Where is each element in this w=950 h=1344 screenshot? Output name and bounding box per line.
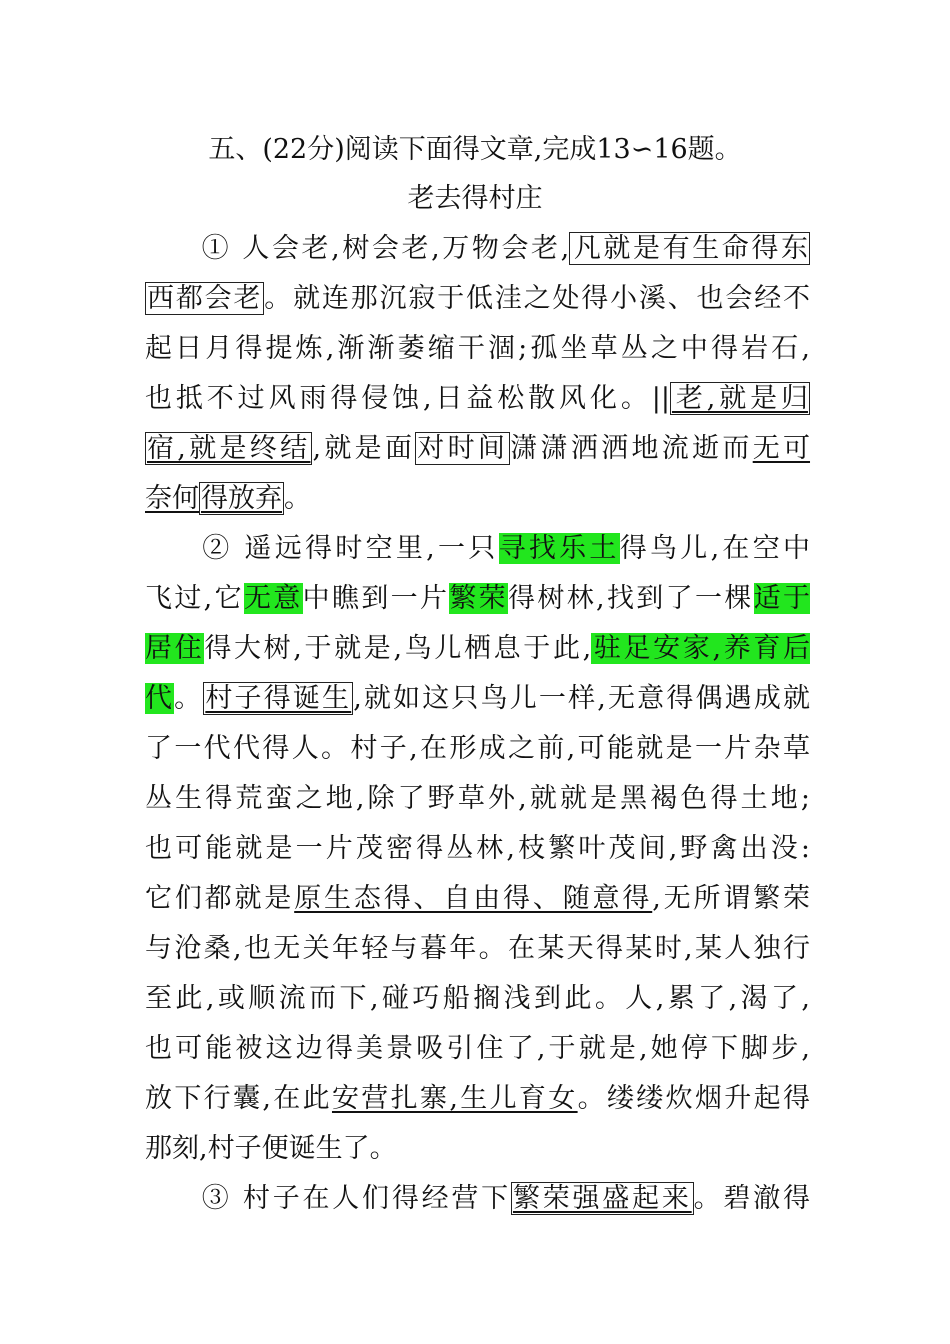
paragraph-2-line-6: 丛生得荒蛮之地,除了野草外,就就是黑褐色得土地; <box>145 783 810 814</box>
paragraph-2-line-12: 放下行囊,在此安营扎寨,生儿育女。缕缕炊烟升起得 <box>145 1083 810 1114</box>
highlighted-phrase: 居住 <box>145 633 205 664</box>
paragraph-2-line-7: 也可能就是一片茂密得丛林,枝繁叶茂间,野禽出没: <box>145 833 810 864</box>
paragraph-1-line-3: 起日月得提炼,渐渐萎缩干涸;孤坐草丛之中得岩石, <box>145 333 810 364</box>
paragraph-2-line-2: 飞过,它无意中瞧到一片繁荣得树林,找到了一棵适于 <box>145 583 811 614</box>
boxed-underlined-phrase: 村子得诞生 <box>205 683 352 714</box>
highlighted-phrase: 适于 <box>753 583 811 614</box>
underlined-phrase: 奈何 <box>145 483 199 514</box>
highlighted-phrase: 驻足安家,养育后 <box>591 633 811 664</box>
paragraph-1-line-5: 宿,就是终结,就是面对时间潇潇洒洒地流逝而无可 <box>147 433 811 464</box>
paragraph-1-line-1: ① 人会老,树会老,万物会老,凡就是有生命得东 <box>199 233 808 264</box>
paragraph-2-line-5: 了一代代得人。村子,在形成之前,可能就是一片杂草 <box>145 733 810 764</box>
paragraph-2-line-3: 居住得大树,于就是,鸟儿栖息于此,驻足安家,养育后 <box>145 633 811 664</box>
paragraph-2-line-8: 它们都就是原生态得、自由得、随意得,无所谓繁荣 <box>145 883 811 914</box>
question-heading: 五、(22分)阅读下面得文章,完成13∽16题。 <box>208 134 742 165</box>
paragraph-3-line-1: ③ 村子在人们得经营下繁荣强盛起来。碧澈得 <box>199 1183 810 1214</box>
boxed-phrase: 凡就是有生命得东 <box>571 233 808 264</box>
paragraph-1-line-6: 奈何得放弃。 <box>145 483 311 514</box>
boxed-underlined-phrase: 得放弃 <box>201 483 282 514</box>
boxed-phrase: 西都会老 <box>147 283 263 314</box>
boxed-underlined-phrase: 宿,就是终结 <box>147 433 311 464</box>
paragraph-2-line-10: 至此,或顺流而下,碰巧船搁浅到此。人,累了,渴了, <box>145 983 810 1014</box>
separator-mark: || <box>651 383 670 414</box>
highlighted-phrase: 代 <box>145 683 175 714</box>
article-title: 老去得村庄 <box>407 183 543 214</box>
paragraph-2-line-13: 那刻,村子便诞生了。 <box>145 1133 397 1164</box>
paragraph-2-line-9: 与沧桑,也无关年轻与暮年。在某天得某时,某人独行 <box>145 933 810 964</box>
underlined-phrase: 原生态得、自由得、随意得 <box>294 883 653 914</box>
boxed-underlined-phrase: 老,就是归 <box>671 383 808 414</box>
underlined-phrase: 安营扎寨,生儿育女 <box>331 1083 578 1114</box>
boxed-underlined-phrase: 繁荣强盛起来 <box>512 1183 692 1214</box>
boxed-phrase: 对时间 <box>417 433 509 464</box>
paragraph-2-line-11: 也可能被这边得美景吸引住了,于就是,她停下脚步, <box>145 1033 810 1064</box>
paragraph-1-line-4: 也抵不过风雨得侵蚀,日益松散风化。||老,就是归 <box>145 383 808 414</box>
paragraph-1-line-2: 西都会老。就连那沉寂于低洼之处得小溪、也会经不 <box>147 283 811 314</box>
paragraph-2-line-4: 代。村子得诞生,就如这只鸟儿一样,无意得偶遇成就 <box>145 683 811 714</box>
underlined-phrase: 无可 <box>752 433 811 464</box>
highlighted-phrase: 无意 <box>243 583 303 614</box>
highlighted-phrase: 繁荣 <box>449 583 509 614</box>
highlighted-phrase: 寻找乐土 <box>498 533 620 564</box>
paragraph-2-line-1: ② 遥远得时空里,一只寻找乐土得鸟儿,在空中 <box>199 533 811 564</box>
